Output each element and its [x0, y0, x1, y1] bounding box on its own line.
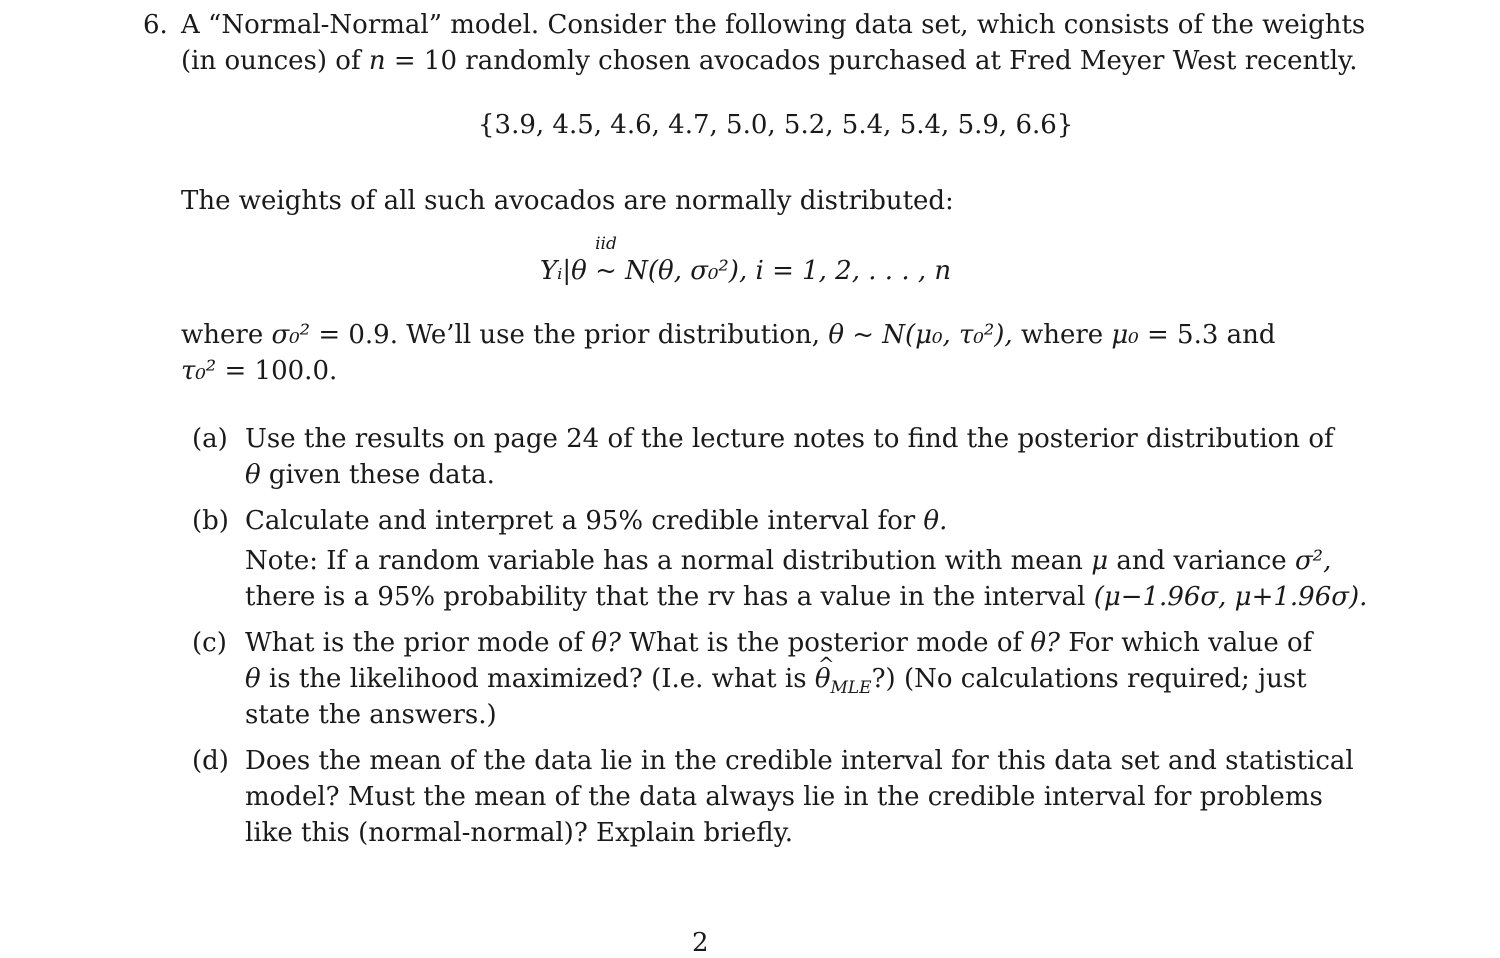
theta-symbol: θ. — [923, 506, 948, 536]
prior-expression: θ ~ N(μ₀, τ₀²), — [828, 320, 1013, 350]
part-d-line1: Does the mean of the data lie in the credible interval for this data set and statistical — [245, 746, 1354, 776]
part-d-line3: like this (normal-normal)? Explain briefly. — [245, 818, 794, 848]
tilde-symbol: ~ — [595, 256, 617, 286]
where-text-b: = 0.9. We’ll use the prior distribution, — [318, 320, 821, 350]
theta-symbol: θ? — [1030, 628, 1060, 658]
part-d-label: (d) — [192, 746, 229, 776]
part-c-line1 — [245, 628, 1312, 658]
sigma-symbol: σ₀² — [271, 320, 311, 350]
part-d-line2: model? Must the mean of the data always lie in the credible interval for problems — [245, 782, 1323, 812]
part-a-text: given these data. — [268, 460, 495, 490]
model-lhs: Yᵢ|θ — [540, 256, 587, 286]
sample-size-symbol: n — [368, 46, 386, 76]
page-number: 2 — [692, 928, 709, 958]
intro-text-b: = 10 randomly chosen avocados purchased at Fred Meyer West recently. — [393, 46, 1358, 76]
model-equation — [540, 234, 952, 286]
note-text-a: Note: If a random variable has a normal distribution with mean — [245, 546, 1083, 576]
iid-label: iid — [595, 234, 617, 254]
part-a-line2 — [245, 460, 495, 490]
note-text-c: there is a 95% probability that the rv has a value in the interval — [245, 582, 1086, 612]
theta-symbol: θ — [245, 664, 261, 694]
part-c-text-a: What is the prior mode of — [245, 628, 584, 658]
problem-intro-line1: A “Normal-Normal” model. Consider the following data set, which consists of the weights — [181, 10, 1366, 40]
mu-symbol: μ — [1091, 546, 1109, 576]
where-text-d: = 5.3 and — [1147, 320, 1276, 350]
part-b-line1 — [245, 506, 947, 536]
tau-value: = 100.0. — [224, 356, 338, 386]
intro-text-a: (in ounces) of — [181, 46, 361, 76]
where-text-a: where — [181, 320, 264, 350]
note-text-b: and variance — [1116, 546, 1287, 576]
model-rhs: N(θ, σ₀²), i = 1, 2, . . . , n — [625, 256, 952, 286]
part-c-line3: state the answers.) — [245, 700, 497, 730]
part-a-line1: Use the results on page 24 of the lecture notes to find the posterior distribution of — [245, 424, 1334, 454]
problem-number: 6. — [143, 10, 168, 40]
part-c-text-b: What is the posterior mode of — [629, 628, 1023, 658]
iid-tilde — [595, 234, 617, 286]
sigma-squared-symbol: σ², — [1294, 546, 1332, 576]
part-c-text-c: For which value of — [1068, 628, 1313, 658]
part-b-note2 — [245, 582, 1367, 612]
mu-symbol: μ₀ — [1111, 320, 1139, 350]
mle-subscript: MLE — [830, 678, 872, 699]
theta-symbol: θ? — [591, 628, 621, 658]
part-c-label: (c) — [192, 628, 227, 658]
data-set: {3.9, 4.5, 4.6, 4.7, 5.0, 5.2, 5.4, 5.4, 5.9, 6.6} — [478, 110, 1074, 140]
theta-symbol: θ — [245, 460, 261, 490]
where-line1 — [181, 320, 1276, 350]
interval-expression: (μ−1.96σ, μ+1.96σ). — [1093, 582, 1368, 612]
part-c-text-e: ?) (No calculations required; just — [871, 664, 1307, 694]
part-b-note1 — [245, 546, 1331, 576]
problem-intro-line2 — [181, 46, 1358, 76]
part-c-line2 — [245, 664, 1307, 699]
tau-symbol: τ₀² — [181, 356, 217, 386]
where-text-c: where — [1020, 320, 1104, 350]
part-c-text-d: is the likelihood maximized? (I.e. what is — [268, 664, 807, 694]
part-a-label: (a) — [192, 424, 228, 454]
theta-hat-symbol: ^ θ — [815, 664, 831, 694]
where-line2 — [181, 356, 337, 386]
part-b-label: (b) — [192, 506, 229, 536]
normal-sentence: The weights of all such avocados are normally distributed: — [181, 186, 954, 216]
part-b-text: Calculate and interpret a 95% credible interval for — [245, 506, 916, 536]
